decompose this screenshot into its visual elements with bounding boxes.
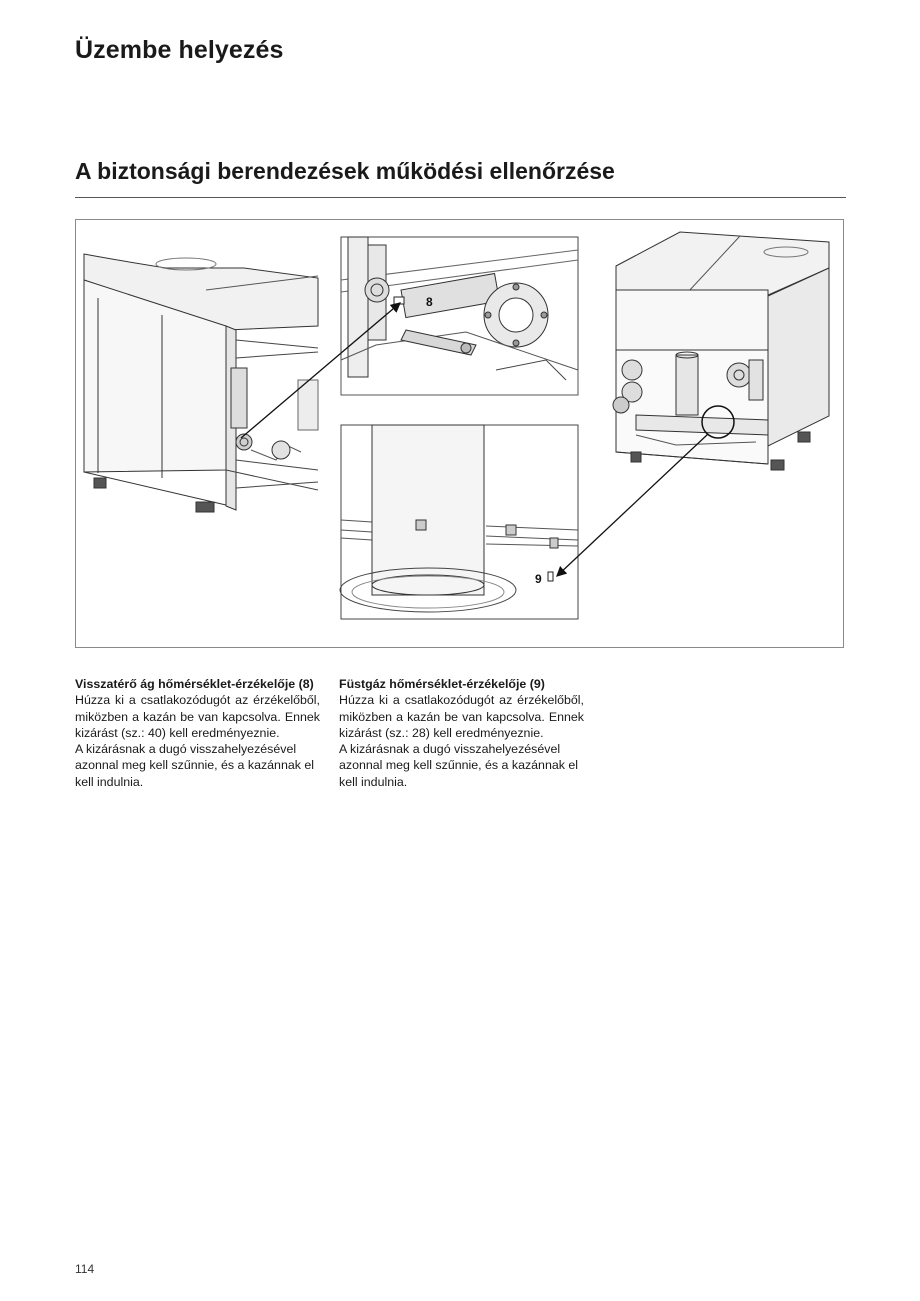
callout-label-8: 8 bbox=[426, 295, 433, 309]
boiler-illustration bbox=[76, 220, 845, 649]
boiler-figure bbox=[75, 219, 844, 648]
detail-top-return-sensor bbox=[341, 237, 578, 395]
right-column-para1: Húzza ki a csatlakozódugót az érzékelőből, miközben a kazán be van kapcsolva. Ennek kizárást (sz.: 28) kell eredményeznie. bbox=[339, 693, 584, 740]
right-column bbox=[339, 676, 584, 790]
section-title: A biztonsági berendezések működési ellenőrzése bbox=[75, 158, 615, 184]
left-column-para1: Húzza ki a csatlakozódugót az érzékelőből, miközben a kazán be van kapcsolva. Ennek kizárást (sz.: 40) kell eredményeznie. bbox=[75, 693, 320, 740]
callout-label-9: 9 bbox=[535, 572, 542, 586]
left-boiler-drawing bbox=[84, 254, 318, 512]
right-column-title: Füstgáz hőmérséklet-érzékelője (9) bbox=[339, 677, 545, 691]
detail-bottom-flue-sensor bbox=[340, 425, 578, 619]
right-boiler-drawing bbox=[613, 232, 829, 470]
left-column bbox=[75, 676, 320, 790]
heading-rule bbox=[75, 197, 846, 198]
left-column-para2: A kizárásnak a dugó visszahelyezésével azonnal meg kell szűnnie, és a kazánnak el kell indulnia. bbox=[75, 742, 315, 789]
page-heading: Üzembe helyezés bbox=[75, 36, 284, 64]
right-column-para2: A kizárásnak a dugó visszahelyezésével azonnal meg kell szűnnie, és a kazánnak el kell indulnia. bbox=[339, 742, 579, 789]
left-column-title: Visszatérő ág hőmérséklet-érzékelője (8) bbox=[75, 677, 314, 691]
page-number: 114 bbox=[75, 1262, 95, 1276]
